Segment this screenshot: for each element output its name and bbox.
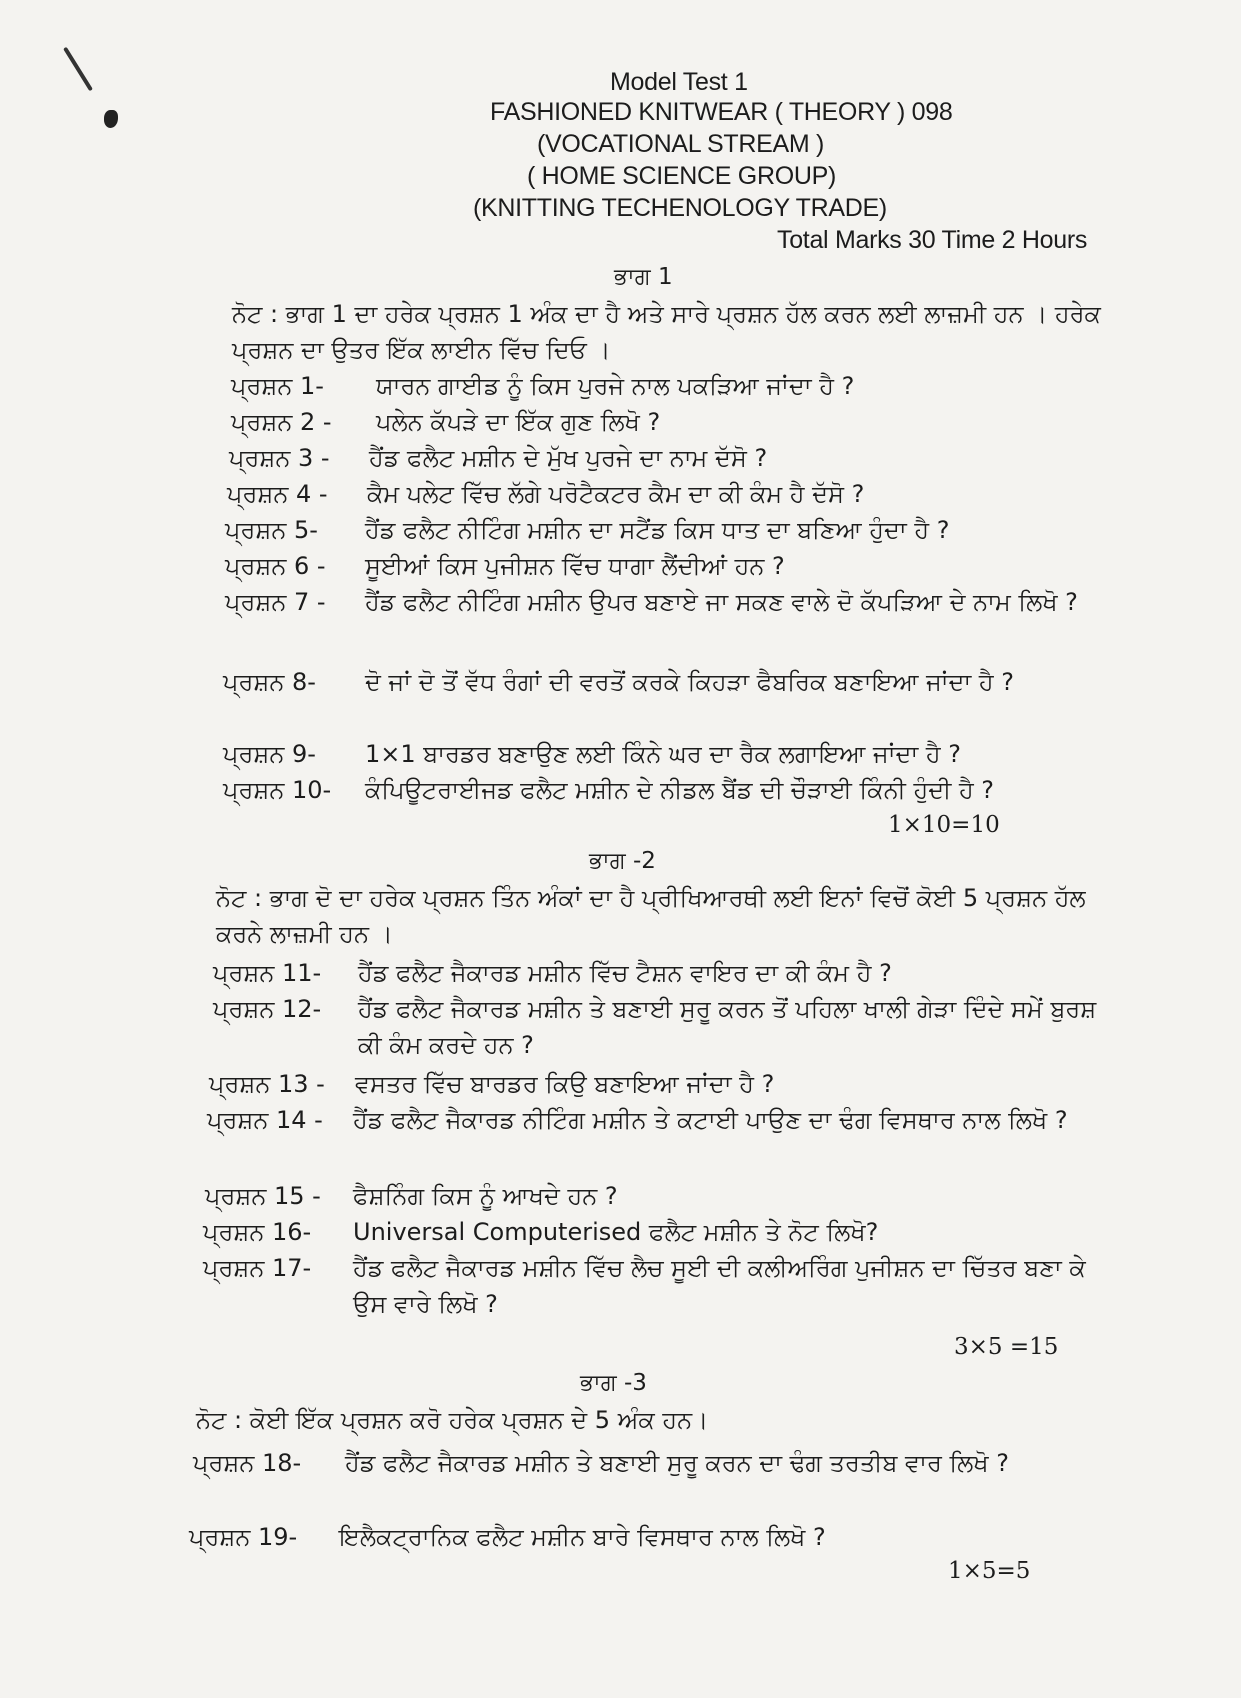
question-label: ਪ੍ਰਸ਼ਨ 1- bbox=[231, 372, 324, 400]
question-text: ਹੈਂਡ ਫਲੈਟ ਜੈਕਾਰਡ ਮਸ਼ੀਨ ਵਿੱਚ ਲੈਚ ਸੂਈ ਦੀ ਕਲੀਅਰਿੰਗ ਪੁਜੀਸ਼ਨ ਦਾ ਚਿੱਤਰ ਬਣਾ ਕੇ ਉਸ ਵਾਰੇ ਲਿਖੋ ? bbox=[353, 1254, 1086, 1318]
question-11 bbox=[213, 955, 1113, 991]
part2-title: ਭਾਗ -2 bbox=[589, 848, 656, 874]
question-text: ਕੰਪਿਊਟਰਾਈਜਡ ਫਲੈਟ ਮਸ਼ੀਨ ਦੇ ਨੀਡਲ ਬੈਂਡ ਦੀ ਚੌੜਾਈ ਕਿੰਨੀ ਹੁੰਦੀ ਹੈ ? bbox=[365, 776, 995, 804]
question-text: Universal Computerised ਫਲੈਟ ਮਸ਼ੀਨ ਤੇ ਨੋਟ ਲਿਖੋ? bbox=[353, 1218, 879, 1246]
question-text: ਫੈਸ਼ਨਿੰਗ ਕਿਸ ਨੂੰ ਆਖਦੇ ਹਨ ? bbox=[353, 1182, 618, 1210]
question-13 bbox=[209, 1066, 1109, 1102]
subject-title: FASHIONED KNITWEAR ( THEORY ) 098 bbox=[490, 98, 953, 126]
question-1 bbox=[231, 368, 1111, 404]
question-9 bbox=[223, 736, 1103, 772]
question-text: ਵਸਤਰ ਵਿੱਚ ਬਾਰਡਰ ਕਿਉ ਬਣਾਇਆ ਜਾਂਦਾ ਹੈ ? bbox=[355, 1070, 775, 1098]
question-5 bbox=[225, 512, 1105, 548]
part1-note: ਨੋਟ : ਭਾਗ 1 ਦਾ ਹਰੇਕ ਪ੍ਰਸ਼ਨ 1 ਅੰਕ ਦਾ ਹੈ ਅਤੇ ਸਾਰੇ ਪ੍ਰਸ਼ਨ ਹੱਲ ਕਰਨ ਲਈ ਲਾਜ਼ਮੀ ਹਨ । ਹਰੇਕ ਪ੍ਰਸ਼ਨ ਦਾ ਉਤਰ ਇੱਕ ਲਾਈਨ ਵਿੱਚ ਦਿਓ । bbox=[232, 300, 1101, 364]
test-title: Model Test 1 bbox=[610, 68, 748, 96]
question-label: ਪ੍ਰਸ਼ਨ 2 - bbox=[231, 408, 332, 436]
marks-time: Total Marks 30 Time 2 Hours bbox=[777, 226, 1088, 254]
question-text: ਹੈਂਡ ਫਲੈਟ ਜੈਕਾਰਡ ਮਸ਼ੀਨ ਵਿੱਚ ਟੈਸ਼ਨ ਵਾਇਰ ਦਾ ਕੀ ਕੰਮ ਹੈ ? bbox=[358, 959, 892, 987]
question-label: ਪ੍ਰਸ਼ਨ 18- bbox=[193, 1449, 302, 1477]
question-label: ਪ੍ਰਸ਼ਨ 14 - bbox=[207, 1106, 323, 1134]
question-label: ਪ੍ਰਸ਼ਨ 11- bbox=[213, 959, 322, 987]
question-text: ਇਲੈਕਟ੍ਰਾਨਿਕ ਫਲੈਟ ਮਸ਼ੀਨ ਬਾਰੇ ਵਿਸਥਾਰ ਨਾਲ ਲਿਖੋ ? bbox=[339, 1523, 826, 1551]
question-text: ਹੈਂਡ ਫਲੈਟ ਜੈਕਾਰਡ ਮਸ਼ੀਨ ਤੇ ਬਣਾਈ ਸੁਰੂ ਕਰਨ ਤੋਂ ਪਹਿਲਾ ਖਾਲੀ ਗੇੜਾ ਦਿੰਦੇ ਸਮੇਂ ਬੁਰਸ਼ ਕੀ ਕੰਮ ਕਰਦੇ ਹਨ ? bbox=[358, 995, 1097, 1059]
part3-note: ਨੋਟ : ਕੋਈ ਇੱਕ ਪ੍ਰਸ਼ਨ ਕਰੋ ਹਰੇਕ ਪ੍ਰਸ਼ਨ ਦੇ 5 ਅੰਕ ਹਨ। bbox=[196, 1406, 709, 1434]
trade-title: (KNITTING TECHENOLOGY TRADE) bbox=[473, 194, 887, 222]
question-label: ਪ੍ਰਸ਼ਨ 5- bbox=[225, 516, 318, 544]
stream-title: (VOCATIONAL STREAM ) bbox=[537, 130, 825, 158]
question-2 bbox=[231, 404, 1111, 440]
question-text: ਹੈਂਡ ਫਲੈਟ ਮਸ਼ੀਨ ਦੇ ਮੁੱਖ ਪੁਰਜੇ ਦਾ ਨਾਮ ਦੱਸੋ ? bbox=[369, 444, 768, 472]
question-text: ਸੂਈਆਂ ਕਿਸ ਪੁਜੀਸ਼ਨ ਵਿੱਚ ਧਾਗਾ ਲੈਂਦੀਆਂ ਹਨ ? bbox=[365, 552, 785, 580]
question-label: ਪ੍ਰਸ਼ਨ 16- bbox=[203, 1218, 312, 1246]
question-19 bbox=[189, 1519, 1099, 1555]
ink-blot bbox=[104, 110, 118, 128]
part1-title: ਭਾਗ 1 bbox=[614, 264, 673, 290]
question-label: ਪ੍ਰਸ਼ਨ 17- bbox=[203, 1254, 312, 1282]
question-17 bbox=[203, 1250, 1103, 1322]
question-label: ਪ੍ਰਸ਼ਨ 10- bbox=[223, 776, 332, 804]
pen-mark bbox=[63, 47, 93, 92]
question-15 bbox=[205, 1178, 1105, 1214]
question-text: ਹੈਂਡ ਫਲੈਟ ਨੀਟਿੰਗ ਮਸ਼ੀਨ ਉਪਰ ਬਣਾਏ ਜਾ ਸਕਣ ਵਾਲੇ ਦੋ ਕੱਪੜਿਆ ਦੇ ਨਾਮ ਲਿਖੋ ? bbox=[365, 588, 1078, 616]
question-text: 1×1 ਬਾਰਡਰ ਬਣਾਉਣ ਲਈ ਕਿੰਨੇ ਘਰ ਦਾ ਰੈਕ ਲਗਾਇਆ ਜਾਂਦਾ ਹੈ ? bbox=[365, 740, 961, 768]
part3-marks: 1×5=5 bbox=[948, 1558, 1031, 1584]
question-6 bbox=[225, 548, 1105, 584]
question-label: ਪ੍ਰਸ਼ਨ 12- bbox=[213, 995, 322, 1023]
question-3 bbox=[229, 440, 1109, 476]
question-text: ਕੈਮ ਪਲੇਟ ਵਿੱਚ ਲੱਗੇ ਪਰੋਟੈਕਟਰ ਕੈਮ ਦਾ ਕੀ ਕੰਮ ਹੈ ਦੱਸੋ ? bbox=[367, 480, 865, 508]
question-label: ਪ੍ਰਸ਼ਨ 6 - bbox=[225, 552, 326, 580]
question-label: ਪ੍ਰਸ਼ਨ 13 - bbox=[209, 1070, 325, 1098]
question-7 bbox=[225, 584, 1105, 656]
question-label: ਪ੍ਰਸ਼ਨ 15 - bbox=[205, 1182, 321, 1210]
question-16 bbox=[203, 1214, 1103, 1250]
question-text: ਪਲੇਨ ਕੱਪੜੇ ਦਾ ਇੱਕ ਗੁਣ ਲਿਖੋ ? bbox=[376, 408, 661, 436]
question-4 bbox=[227, 476, 1107, 512]
group-title: ( HOME SCIENCE GROUP) bbox=[527, 162, 836, 190]
question-12 bbox=[213, 991, 1113, 1063]
question-text: ਯਾਰਨ ਗਾਈਡ ਨੂੰ ਕਿਸ ਪੁਰਜੇ ਨਾਲ ਪਕੜਿਆ ਜਾਂਦਾ ਹੈ ? bbox=[376, 372, 855, 400]
part3-title: ਭਾਗ -3 bbox=[580, 1370, 647, 1396]
question-label: ਪ੍ਰਸ਼ਨ 19- bbox=[189, 1523, 298, 1551]
question-label: ਪ੍ਰਸ਼ਨ 4 - bbox=[227, 480, 328, 508]
question-label: ਪ੍ਰਸ਼ਨ 8- bbox=[223, 668, 316, 696]
part2-marks: 3×5 =15 bbox=[954, 1334, 1059, 1360]
question-label: ਪ੍ਰਸ਼ਨ 3 - bbox=[229, 444, 330, 472]
question-label: ਪ੍ਰਸ਼ਨ 7 - bbox=[225, 588, 326, 616]
question-text: ਹੈਂਡ ਫਲੈਟ ਨੀਟਿੰਗ ਮਸ਼ੀਨ ਦਾ ਸਟੈਂਡ ਕਿਸ ਧਾਤ ਦਾ ਬਣਿਆ ਹੁੰਦਾ ਹੈ ? bbox=[365, 516, 950, 544]
question-text: ਹੈਂਡ ਫਲੈਟ ਜੈਕਾਰਡ ਮਸ਼ੀਨ ਤੇ ਬਣਾਈ ਸੁਰੂ ਕਰਨ ਦਾ ਢੰਗ ਤਰਤੀਬ ਵਾਰ ਲਿਖੋ ? bbox=[345, 1449, 1009, 1477]
question-text: ਦੋ ਜਾਂ ਦੋ ਤੋਂ ਵੱਧ ਰੰਗਾਂ ਦੀ ਵਰਤੋਂ ਕਰਕੇ ਕਿਹੜਾ ਫੈਬਰਿਕ ਬਣਾਇਆ ਜਾਂਦਾ ਹੈ ? bbox=[365, 668, 1015, 696]
part1-marks: 1×10=10 bbox=[888, 812, 1000, 838]
part2-note: ਨੋਟ : ਭਾਗ ਦੋ ਦਾ ਹਰੇਕ ਪ੍ਰਸ਼ਨ ਤਿੰਨ ਅੰਕਾਂ ਦਾ ਹੈ ਪ੍ਰੀਖਿਆਰਥੀ ਲਈ ਇਨਾਂ ਵਿਚੋਂ ਕੋਈ 5 ਪ੍ਰਸ਼ਨ ਹੱਲ ਕਰਨੇ ਲਾਜ਼ਮੀ ਹਨ । bbox=[216, 884, 1086, 948]
question-18 bbox=[193, 1445, 1103, 1517]
question-text: ਹੈਂਡ ਫਲੈਟ ਜੈਕਾਰਡ ਨੀਟਿੰਗ ਮਸ਼ੀਨ ਤੇ ਕਟਾਈ ਪਾਉਣ ਦਾ ਢੰਗ ਵਿਸਥਾਰ ਨਾਲ ਲਿਖੋ ? bbox=[353, 1106, 1068, 1134]
question-label: ਪ੍ਰਸ਼ਨ 9- bbox=[223, 740, 316, 768]
question-8 bbox=[223, 664, 1103, 736]
question-14 bbox=[207, 1102, 1107, 1174]
